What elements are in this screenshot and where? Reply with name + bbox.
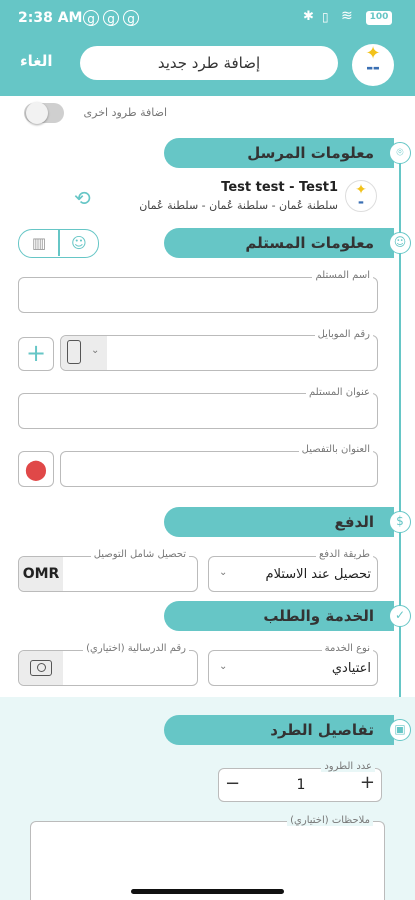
chevron-down-icon: ⌄: [91, 345, 100, 356]
notification-icon: g: [103, 10, 119, 26]
section-header-receiver: معلومات المستلم: [164, 228, 394, 258]
section-header-payment: الدفع: [164, 507, 394, 537]
receiver-address-field[interactable]: [18, 393, 378, 429]
message-number-field[interactable]: [18, 650, 198, 686]
receiver-type-toggle: [18, 229, 99, 258]
refresh-icon[interactable]: ⟲: [74, 186, 91, 210]
vibrate-icon: ▯: [322, 10, 329, 24]
add-contact-button[interactable]: +: [18, 337, 54, 371]
notes-label: ملاحظات (اختياري): [287, 815, 373, 826]
status-time: 2:38 AM: [18, 10, 83, 26]
gesture-bar: [131, 889, 284, 894]
location-pin-icon: ⌾: [389, 142, 411, 164]
logo-mark: ▬▬: [366, 64, 380, 72]
mobile-field[interactable]: [60, 335, 378, 371]
receiver-name-label: اسم المستلم: [312, 270, 373, 281]
chevron-down-icon: ⌄: [219, 661, 228, 672]
add-more-toggle[interactable]: [24, 103, 64, 123]
section-header-sender: معلومات المرسل: [164, 138, 394, 168]
parcel-count-label: عدد الطرود: [321, 761, 375, 772]
increment-button[interactable]: +: [359, 772, 375, 793]
detailed-address-field[interactable]: [60, 451, 378, 487]
toggle-knob: [26, 102, 48, 124]
notification-icon: g: [83, 10, 99, 26]
payment-method-value: تحصيل عند الاستلام: [265, 567, 371, 582]
section-header-service: الخدمة والطلب: [164, 601, 394, 631]
service-type-dropdown[interactable]: [208, 650, 378, 686]
currency-label: OMR: [19, 557, 63, 591]
battery-level: 100: [369, 12, 389, 22]
star-icon: ✦: [355, 182, 367, 198]
building-icon[interactable]: ▥: [31, 234, 47, 252]
battery-icon: [366, 11, 392, 25]
star-icon: ✦: [365, 44, 381, 64]
box-icon: ▣: [389, 719, 411, 741]
map-pin-icon[interactable]: ⬤: [18, 451, 54, 487]
collect-amount-field[interactable]: [18, 556, 198, 592]
phone-icon: [67, 340, 81, 364]
cancel-button[interactable]: الغاء: [20, 52, 53, 70]
message-number-label: رقم الدرسالية (اختياري): [83, 643, 189, 654]
add-more-label: اضافة طرود اخرى: [83, 106, 167, 119]
parcel-count-stepper: [218, 768, 382, 802]
bluetooth-icon: ✱: [303, 9, 314, 24]
service-type-value: اعتيادي: [331, 661, 371, 676]
chevron-down-icon: ⌄: [219, 567, 228, 578]
page-title: إضافة طرد جديد: [80, 46, 338, 80]
payment-method-label: طريقة الدفع: [316, 549, 373, 560]
wifi-icon: ≋: [341, 8, 353, 24]
check-circle-icon: ✓: [389, 605, 411, 627]
mobile-label: رقم الموبايل: [315, 329, 373, 340]
dollar-icon: $: [389, 511, 411, 533]
app-logo: [352, 44, 394, 86]
receiver-address-label: عنوان المستلم: [306, 387, 373, 398]
status-bar: [0, 0, 415, 36]
sender-avatar: [345, 180, 377, 212]
section-header-parcel: تفاصيل الطرد: [164, 715, 394, 745]
user-icon: ☺: [389, 232, 411, 254]
receiver-name-field[interactable]: [18, 277, 378, 313]
sender-name: Test test - Test1: [221, 180, 338, 195]
collect-amount-label: تحصيل شامل التوصيل: [91, 549, 189, 560]
decrement-button[interactable]: −: [225, 773, 241, 794]
camera-button[interactable]: [19, 651, 63, 685]
camera-lens: [37, 663, 46, 672]
sender-address: سلطنة عُمان - سلطنة عُمان - سلطنة عُمان: [139, 199, 338, 212]
logo-mark: ▬: [358, 199, 364, 206]
payment-method-dropdown[interactable]: [208, 556, 378, 592]
parcel-count-value[interactable]: 1: [296, 777, 306, 793]
notification-icon: g: [123, 10, 139, 26]
service-type-label: نوع الخدمة: [322, 643, 373, 654]
country-code-dropdown[interactable]: [61, 336, 107, 370]
person-icon[interactable]: ☺: [71, 234, 87, 252]
detailed-address-label: العنوان بالتفصيل: [299, 444, 373, 455]
